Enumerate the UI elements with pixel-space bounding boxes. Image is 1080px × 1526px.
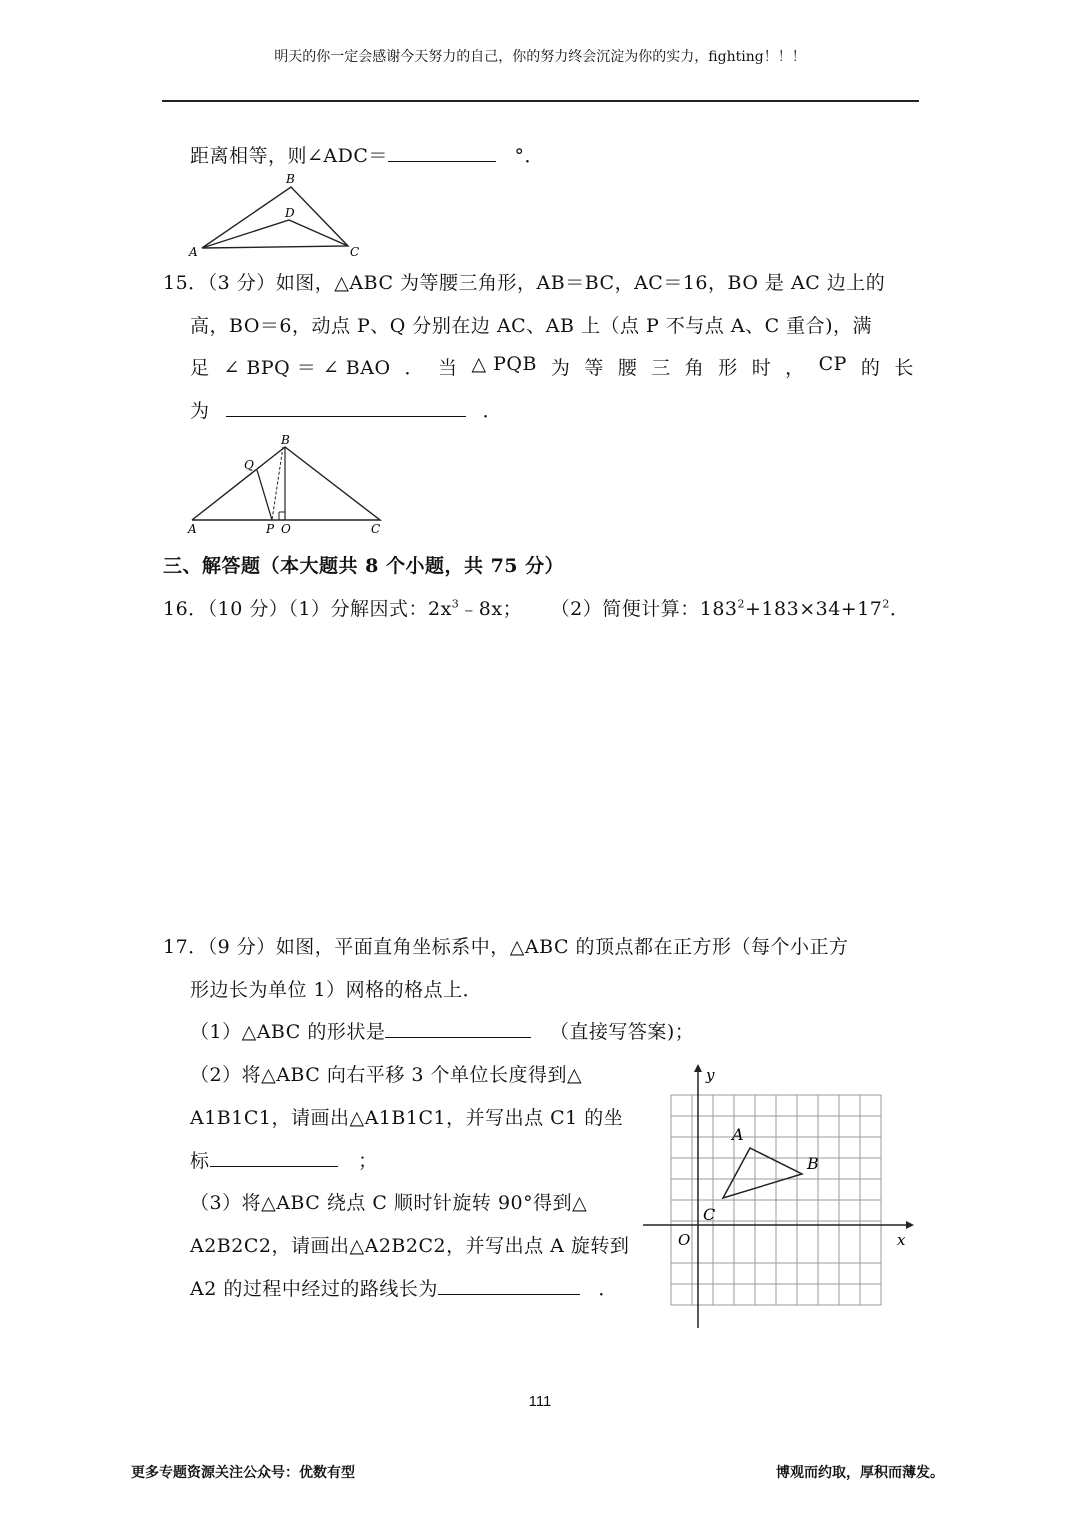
q15-w14: 的 (860, 357, 881, 379)
q17-p3-l3-pre: A2 的过程中经过的路线长为 (190, 1278, 438, 1300)
q17-p1-pre: （1）△ABC 的形状是 (190, 1021, 386, 1043)
q15-w11: 时 (751, 357, 772, 379)
q17-p3-l2: A2B2C2，请画出△A2B2C2，并写出点 A 旋转到 (190, 1235, 630, 1257)
q14-label-a: A (189, 245, 198, 259)
q15-w6: 等 (584, 357, 604, 379)
q14-figure (180, 170, 380, 262)
q15-w12: ， (785, 357, 805, 379)
q16-part1: 16．（10 分）（1）分解因式：2x (163, 598, 452, 620)
triangle-abc (723, 1148, 802, 1198)
q15-label-q: Q (244, 458, 254, 472)
q15-w8: 三 (651, 357, 671, 379)
label-b: B (807, 1154, 819, 1173)
q15-w13: CP (818, 353, 847, 375)
q17-p1-blank[interactable] (385, 1017, 531, 1038)
q17-p1 (190, 1017, 694, 1044)
q17-p3-blank[interactable] (438, 1274, 580, 1295)
q14-line (190, 141, 544, 168)
q17-p2-blank[interactable] (210, 1146, 338, 1167)
q17-p3-l1: （3）将△ABC 绕点 C 顺时针旋转 90°得到△ (190, 1192, 588, 1214)
q16-sup1: 3 (451, 597, 460, 611)
q17-grid-figure (638, 1060, 918, 1335)
x-axis-arrow (906, 1221, 914, 1229)
q16-sup3: 2 (882, 597, 890, 611)
footer-left: 更多专题资源关注公众号：优数有型 (131, 1465, 355, 1481)
header-motto: 明天的你一定会感谢今天努力的自己，你的努力终会沉淀为你的实力，fighting！！！ (274, 49, 806, 65)
q14-answer-blank[interactable] (388, 141, 496, 162)
q17-p3-l3-tail: ． (598, 1278, 618, 1300)
q17-line1: 17．（9 分）如图，平面直角坐标系中，△ABC 的顶点都在正方形（每个小正方 (163, 936, 849, 958)
q15-w5: 为 (550, 357, 571, 379)
q16-part1b: ﹣8x； (459, 598, 523, 620)
q15-label-c: C (371, 522, 381, 536)
q15-w10: 形 (718, 357, 738, 379)
q14-label-b: B (286, 172, 295, 186)
q15-w15: 长 (894, 357, 914, 379)
q15-line2: 高，BO＝6，动点 P、Q 分别在边 AC、AB 上（点 P 不与点 A、C 重合)，满 (190, 315, 873, 337)
q15-w7: 腰 (617, 357, 638, 379)
q15-label-b: B (281, 433, 290, 447)
header-divider (162, 100, 919, 102)
q15-line1: 15．（3 分）如图，△ABC 为等腰三角形，AB＝BC，AC＝16，BO 是 AC 边上的 (163, 272, 886, 294)
q15-line4 (190, 396, 502, 423)
q15-label-a: A (188, 522, 197, 536)
label-c: C (703, 1205, 716, 1224)
q15-w9: 角 (684, 357, 705, 379)
q16-part2b: +183×34+17 (745, 598, 883, 620)
q16-part2c: ． (889, 598, 910, 620)
q16-line (163, 594, 909, 621)
q17-p2-l1: （2）将△ABC 向右平移 3 个单位长度得到△ (190, 1064, 583, 1086)
q15-w2: ． (404, 357, 425, 379)
q16-sup2: 2 (737, 597, 746, 611)
label-y: y (706, 1066, 715, 1084)
label-x: x (897, 1231, 906, 1249)
footer-right: 博观而约取，厚积而薄发。 (776, 1465, 944, 1481)
q15-line3 (190, 353, 914, 380)
q15-line4-pre: 为 (190, 400, 210, 422)
q14-label-d: D (285, 206, 295, 220)
grid-lines (671, 1095, 881, 1305)
label-origin: O (678, 1231, 691, 1249)
y-axis-arrow (694, 1064, 702, 1072)
q14-tail: °． (514, 145, 544, 167)
q15-answer-blank[interactable] (226, 396, 466, 417)
page-number: 111 (528, 1393, 552, 1410)
q15-w4: △ PQB (471, 353, 537, 375)
q15-w3: 当 (437, 357, 458, 379)
q15-label-p: P (266, 522, 275, 536)
q17-p2-l3-tail: ； (358, 1150, 378, 1172)
q17-p2-l2: A1B1C1，请画出△A1B1C1，并写出点 C1 的坐 (190, 1107, 624, 1129)
q15-w1: ∠ BPQ ＝ ∠ BAO (223, 357, 391, 379)
q15-figure (180, 430, 390, 538)
section3-title: 三、解答题（本大题共 8 个小题，共 75 分） (163, 555, 565, 577)
q14-text: 距离相等，则∠ADC＝ (190, 145, 388, 167)
q14-label-c: C (350, 245, 360, 259)
q17-p3-l3 (190, 1274, 618, 1301)
q17-p2-l3 (190, 1146, 378, 1173)
q16-part2: （2）简便计算：183 (550, 598, 738, 620)
q17-p1-tail: （直接写答案)； (549, 1021, 695, 1043)
q17-line2: 形边长为单位 1）网格的格点上． (190, 979, 483, 1001)
q17-p2-l3-pre: 标 (190, 1150, 210, 1172)
label-a: A (732, 1125, 744, 1144)
q15-label-o: O (281, 522, 291, 536)
q15-line4-tail: ． (482, 400, 503, 422)
q15-w0: 足 (190, 357, 210, 379)
